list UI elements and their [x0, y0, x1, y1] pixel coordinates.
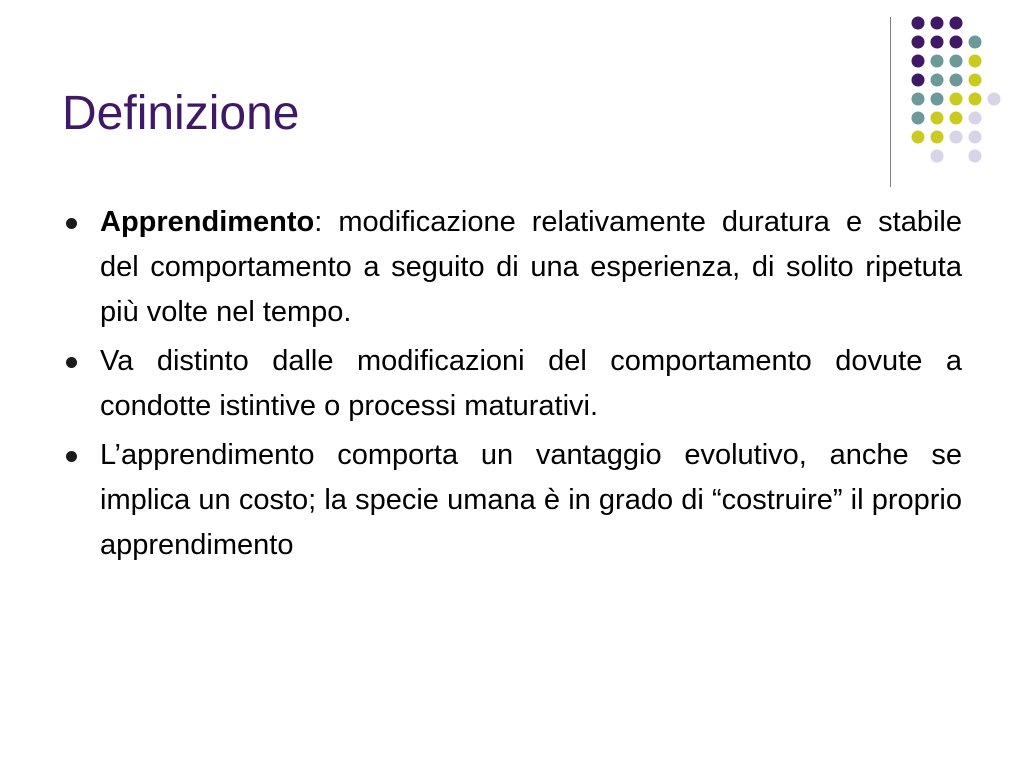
bullet-item-evolution: [62, 433, 962, 568]
decorative-dot: [912, 112, 925, 125]
decorative-dot: [950, 112, 963, 125]
decorative-dot: [950, 93, 963, 106]
decorative-dot: [969, 74, 982, 87]
bullet-text: L’apprendimento comporta un vantaggio evolutivo, anche se implica un costo; la specie umana è in grado di “costruire” il proprio apprendimento: [100, 439, 962, 561]
decorative-dot: [950, 55, 963, 68]
decorative-dot: [931, 74, 944, 87]
decorative-dot: [912, 17, 925, 30]
decorative-dot: [931, 93, 944, 106]
decorative-dot: [912, 55, 925, 68]
decorative-dot: [912, 36, 925, 49]
bullet-item-distinction: [62, 339, 962, 429]
decorative-dot: [969, 131, 982, 144]
decorative-dot: [950, 17, 963, 30]
bullet-dot-icon: [66, 451, 77, 462]
decorative-dot: [912, 131, 925, 144]
decorative-dot: [969, 55, 982, 68]
decorative-dot: [969, 93, 982, 106]
bullet-text: : modificazione relativamente duratura e stabile del comportamento a seguito di una esperienza, di solito ripetuta più volte nel tempo.: [100, 206, 962, 328]
decorative-dot: [950, 36, 963, 49]
bullet-text: Va distinto dalle modificazioni del comportamento dovute a condotte istintive o processi maturativi.: [100, 345, 962, 422]
decorative-dot: [912, 74, 925, 87]
decorative-dot: [969, 36, 982, 49]
decorative-dot: [931, 55, 944, 68]
decorative-dot: [931, 150, 944, 163]
decorative-dot-grid: [0, 0, 1024, 200]
decorative-dot: [912, 93, 925, 106]
bullet-list: [62, 200, 962, 572]
decorative-dot: [931, 17, 944, 30]
decorative-dot: [950, 131, 963, 144]
bullet-dot-icon: [66, 357, 77, 368]
decorative-dot: [931, 36, 944, 49]
decorative-dot: [969, 150, 982, 163]
defined-term: Apprendimento: [100, 206, 315, 238]
decorative-dot: [950, 74, 963, 87]
decorative-dot: [931, 131, 944, 144]
decorative-dot: [969, 112, 982, 125]
decorative-dot: [931, 112, 944, 125]
bullet-dot-icon: [66, 218, 77, 229]
bullet-item-definition: [62, 200, 962, 335]
slide-title: Definizione: [62, 87, 300, 140]
decorative-dot: [988, 93, 1001, 106]
